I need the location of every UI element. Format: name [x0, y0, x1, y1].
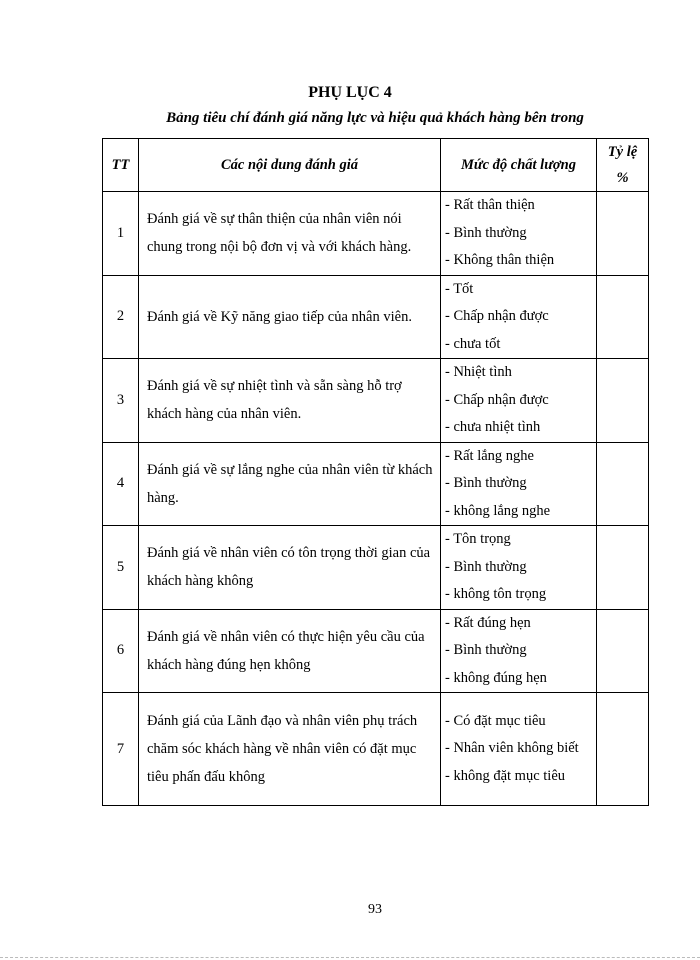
- row-quality-levels: [441, 526, 597, 610]
- evaluation-table: [102, 138, 649, 806]
- table-caption: Bảng tiêu chí đánh giá năng lực và hiệu quả khách hàng bên trong: [166, 110, 584, 126]
- quality-level-item: - Nhiệt tình: [445, 364, 512, 380]
- quality-level-item: - Bình thường: [445, 475, 527, 491]
- quality-level-item: - Chấp nhận được: [445, 391, 549, 408]
- quality-level-item: - Không thân thiện: [445, 252, 555, 268]
- row-content: Đánh giá về nhân viên có thực hiện yêu cầu của khách hàng đúng hẹn không: [139, 609, 441, 693]
- table-row: [103, 526, 649, 610]
- row-percentage: [597, 442, 649, 526]
- table-row: [103, 609, 649, 693]
- page-number: 93: [368, 902, 382, 917]
- row-number: 5: [103, 526, 139, 610]
- quality-level-item: - Tốt: [445, 280, 474, 297]
- row-number: 6: [103, 609, 139, 693]
- quality-level-item: - không lắng nghe: [445, 502, 551, 519]
- appendix-title: PHỤ LỤC 4: [308, 84, 392, 101]
- table-row: [103, 275, 649, 359]
- row-number: 1: [103, 192, 139, 276]
- header-quality-level: Mức độ chất lượng: [441, 139, 597, 192]
- row-percentage: [597, 359, 649, 443]
- quality-level-item: - chưa tốt: [445, 335, 501, 352]
- quality-level-item: - Chấp nhận được: [445, 308, 549, 324]
- row-content: Đánh giá về nhân viên có tôn trọng thời gian của khách hàng không: [139, 526, 441, 610]
- row-quality-levels: [441, 359, 597, 443]
- quality-level-item: - chưa nhiệt tình: [445, 419, 541, 435]
- header-percentage-line1: Tỷ lệ: [607, 144, 638, 160]
- quality-level-item: - không đúng hẹn: [445, 669, 547, 686]
- quality-level-item: - không tôn trọng: [445, 586, 547, 602]
- quality-level-item: - Nhân viên không biết: [445, 740, 579, 757]
- row-quality-levels: [441, 693, 597, 806]
- row-number: 3: [103, 359, 139, 443]
- page-bottom-rule: [0, 957, 700, 958]
- table-row: [103, 442, 649, 526]
- row-quality-levels: [441, 275, 597, 359]
- row-percentage: [597, 526, 649, 610]
- table-row: [103, 192, 649, 276]
- quality-level-item: - Bình thường: [445, 558, 527, 575]
- row-percentage: [597, 192, 649, 276]
- row-number: 4: [103, 442, 139, 526]
- row-percentage: [597, 609, 649, 693]
- quality-level-item: - Rất thân thiện: [445, 197, 535, 213]
- row-content: Đánh giá về Kỹ năng giao tiếp của nhân viên.: [139, 275, 441, 359]
- table-row: [103, 359, 649, 443]
- row-content: Đánh giá của Lãnh đạo và nhân viên phụ trách chăm sóc khách hàng về nhân viên có đặt mục tiêu phấn đấu không: [139, 693, 441, 806]
- header-content: Các nội dung đánh giá: [139, 139, 441, 192]
- quality-level-item: - Tôn trọng: [445, 531, 511, 547]
- row-quality-levels: [441, 192, 597, 276]
- quality-level-item: - Có đặt mục tiêu: [445, 712, 546, 729]
- row-content: Đánh giá về sự thân thiện của nhân viên nói chung trong nội bộ đơn vị và với khách hàng.: [139, 192, 441, 276]
- quality-level-item: - Rất đúng hẹn: [445, 614, 531, 631]
- table-row: [103, 693, 649, 806]
- header-percentage: [597, 139, 649, 192]
- table-header-row: [103, 139, 649, 192]
- quality-level-item: - không đặt mục tiêu: [445, 767, 566, 784]
- quality-level-item: - Rất lắng nghe: [445, 447, 534, 464]
- header-tt: TT: [103, 139, 139, 192]
- header-percentage-line2: %: [616, 170, 629, 186]
- quality-level-item: - Bình thường: [445, 224, 527, 241]
- row-percentage: [597, 693, 649, 806]
- row-percentage: [597, 275, 649, 359]
- row-quality-levels: [441, 609, 597, 693]
- row-quality-levels: [441, 442, 597, 526]
- row-number: 2: [103, 275, 139, 359]
- row-number: 7: [103, 693, 139, 806]
- row-content: Đánh giá về sự lắng nghe của nhân viên từ khách hàng.: [139, 442, 441, 526]
- row-content: Đánh giá về sự nhiệt tình và sẵn sàng hỗ trợ khách hàng của nhân viên.: [139, 359, 441, 443]
- quality-level-item: - Bình thường: [445, 642, 527, 658]
